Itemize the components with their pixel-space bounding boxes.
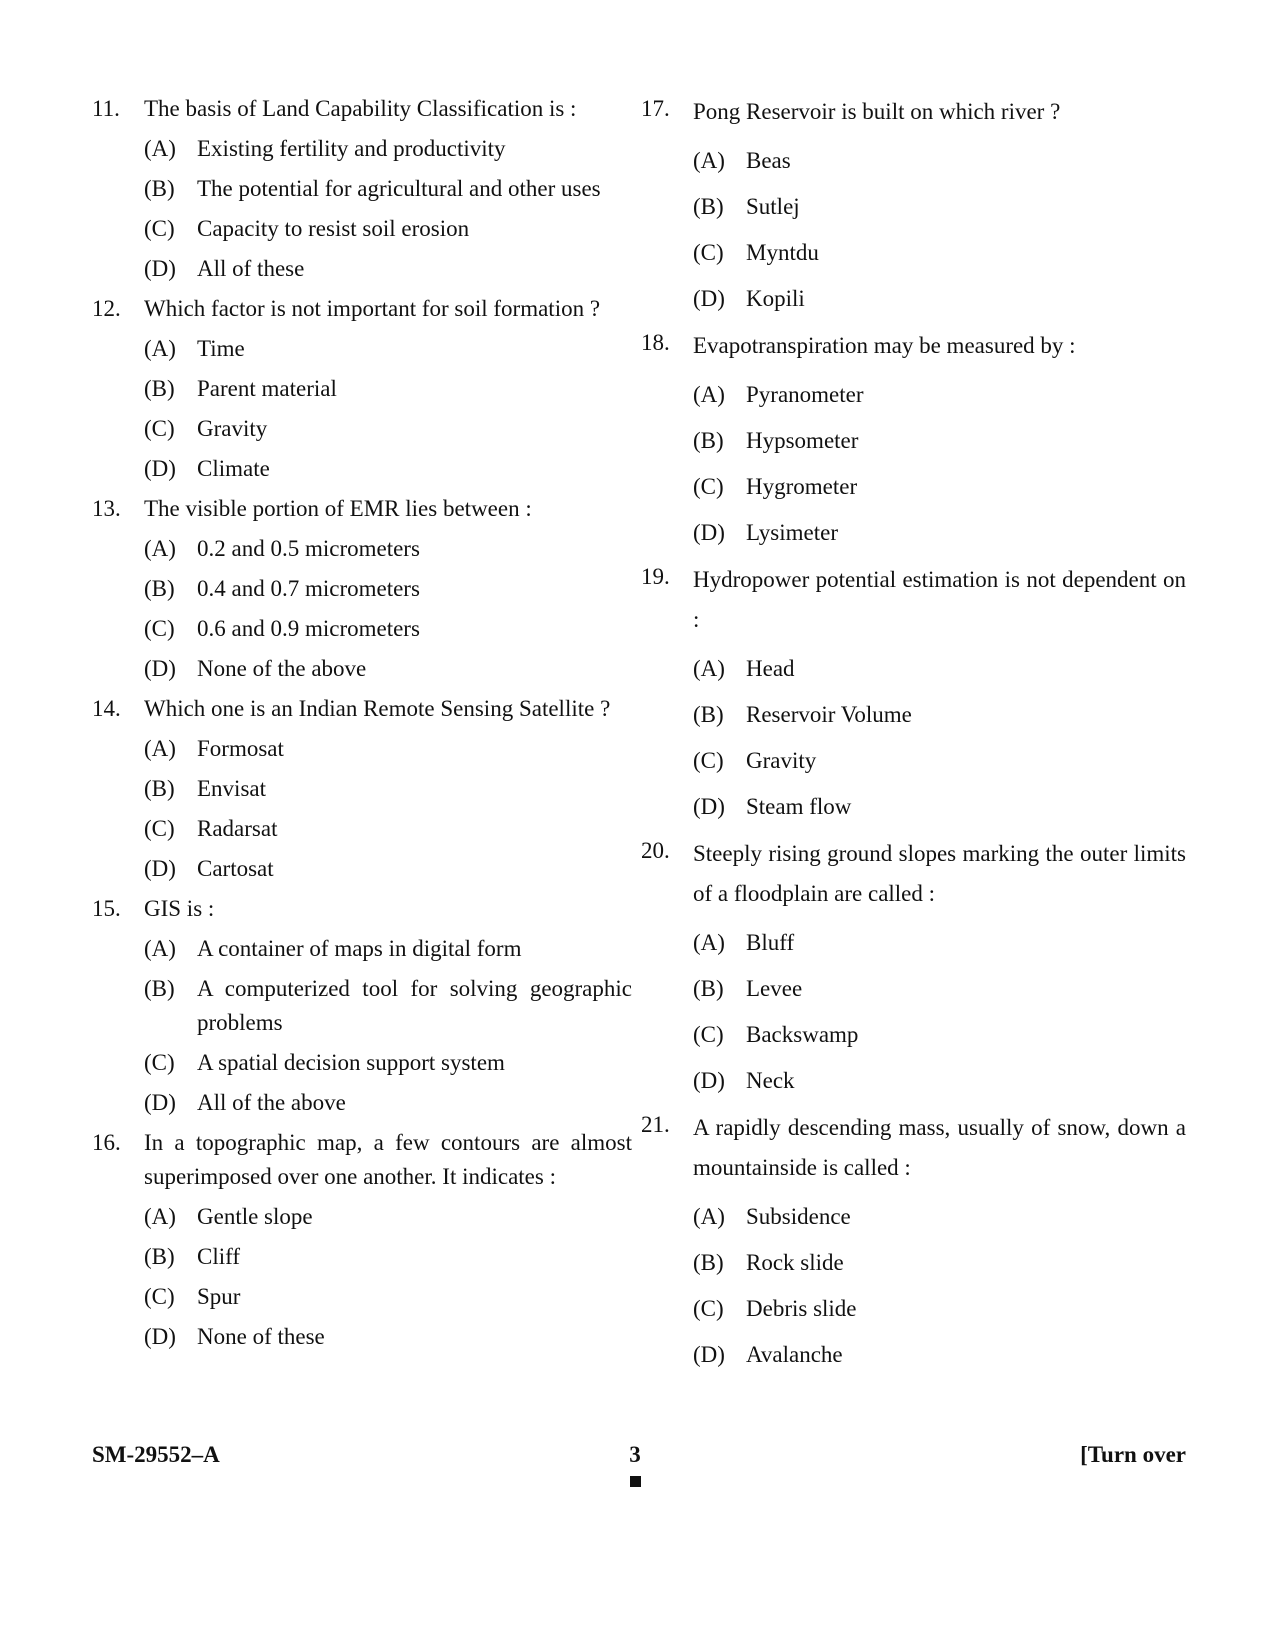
answer-option (144, 532, 632, 566)
question-text: Steeply rising ground slopes marking the outer limits of a floodplain are called : (693, 841, 1186, 906)
option-text: 0.4 and 0.7 micrometers (197, 576, 420, 601)
question-text: Which factor is not important for soil formation ? (144, 296, 601, 321)
option-text: All of the above (197, 1090, 346, 1115)
option-text: Formosat (197, 736, 284, 761)
question-number: 13. (92, 496, 121, 521)
answer-option (144, 1046, 632, 1080)
answer-option (693, 470, 1186, 504)
option-label: (B) (144, 376, 175, 401)
option-text: Existing fertility and productivity (197, 136, 506, 161)
question-number: 18. (641, 330, 670, 355)
question-stem (641, 92, 1186, 132)
answer-option (693, 1292, 1186, 1326)
answer-option (693, 516, 1186, 550)
option-label: (B) (144, 776, 175, 801)
option-label: (B) (144, 976, 175, 1001)
question-16 (92, 1126, 632, 1354)
option-label: (D) (144, 256, 176, 281)
answer-option (144, 172, 632, 206)
question-stem (92, 1126, 632, 1194)
option-text: Cartosat (197, 856, 274, 881)
answer-option (144, 932, 632, 966)
option-label: (D) (144, 1324, 176, 1349)
question-text: Evapotranspiration may be measured by : (693, 333, 1076, 358)
question-number: 15. (92, 896, 121, 921)
answer-option (144, 252, 632, 286)
option-text: The potential for agricultural and other uses (197, 176, 601, 201)
option-text: None of the above (197, 656, 367, 681)
question-21 (641, 1108, 1186, 1372)
option-text: Neck (746, 1068, 795, 1093)
option-text: Cliff (197, 1244, 241, 1269)
answer-option (693, 652, 1186, 686)
question-number: 12. (92, 296, 121, 321)
option-text: Rock slide (746, 1250, 844, 1275)
option-text: Beas (746, 148, 791, 173)
option-label: (D) (144, 856, 176, 881)
answer-option (693, 1338, 1186, 1372)
option-text: Bluff (746, 930, 795, 955)
answer-option (144, 372, 632, 406)
answer-option (144, 612, 632, 646)
option-text: Pyranometer (746, 382, 864, 407)
option-text: All of these (197, 256, 305, 281)
option-text: Gravity (746, 748, 817, 773)
option-text: Capacity to resist soil erosion (197, 216, 470, 241)
answer-option (144, 812, 632, 846)
option-label: (B) (693, 428, 724, 453)
option-label: (B) (693, 976, 724, 1001)
option-text: Radarsat (197, 816, 278, 841)
answer-option (144, 412, 632, 446)
option-text: Backswamp (746, 1022, 859, 1047)
paper-code: SM-29552–A (92, 1442, 220, 1467)
option-text: 0.2 and 0.5 micrometers (197, 536, 420, 561)
right-column (641, 92, 1186, 1372)
option-label: (B) (144, 576, 175, 601)
option-label: (D) (693, 286, 725, 311)
answer-option (144, 1280, 632, 1314)
option-text: Myntdu (746, 240, 819, 265)
option-label: (C) (144, 216, 175, 241)
option-label: (D) (693, 1342, 725, 1367)
option-label: (A) (144, 936, 176, 961)
answer-option (693, 190, 1186, 224)
option-label: (A) (693, 656, 725, 681)
answer-option (144, 972, 632, 1040)
option-text: Subsidence (746, 1204, 851, 1229)
question-text: In a topographic map, a few contours are almost superimposed over one another. It indicates : (144, 1130, 632, 1189)
question-17 (641, 92, 1186, 316)
option-text: Hygrometer (746, 474, 858, 499)
answer-option (144, 732, 632, 766)
question-number: 21. (641, 1112, 670, 1137)
question-stem (641, 1108, 1186, 1188)
option-text: Gravity (197, 416, 268, 441)
question-text: Hydropower potential estimation is not dependent on : (693, 567, 1186, 632)
option-text: Hypsometer (746, 428, 859, 453)
question-14 (92, 692, 632, 886)
turn-over-note: [Turn over (1080, 1442, 1186, 1467)
option-text: Envisat (197, 776, 266, 801)
answer-option (144, 332, 632, 366)
question-stem (641, 560, 1186, 640)
answer-option (693, 236, 1186, 270)
answer-option (693, 144, 1186, 178)
option-label: (C) (144, 1050, 175, 1075)
question-number: 17. (641, 96, 670, 121)
option-text: Sutlej (746, 194, 800, 219)
question-number: 20. (641, 838, 670, 863)
option-label: (C) (693, 474, 724, 499)
answer-option (144, 1320, 632, 1354)
question-19 (641, 560, 1186, 824)
answer-option (693, 926, 1186, 960)
option-text: Parent material (197, 376, 337, 401)
answer-option (693, 1018, 1186, 1052)
question-stem (92, 892, 632, 926)
answer-option (144, 772, 632, 806)
answer-option (693, 282, 1186, 316)
option-label: (C) (144, 816, 175, 841)
option-label: (B) (693, 194, 724, 219)
option-label: (D) (144, 456, 176, 481)
question-text: Pong Reservoir is built on which river ? (693, 99, 1061, 124)
question-text: Which one is an Indian Remote Sensing Satellite ? (144, 696, 611, 721)
option-text: A spatial decision support system (197, 1050, 505, 1075)
option-label: (C) (693, 748, 724, 773)
option-text: Head (746, 656, 795, 681)
option-text: Kopili (746, 286, 805, 311)
question-stem (641, 834, 1186, 914)
answer-option (144, 572, 632, 606)
option-label: (C) (144, 416, 175, 441)
option-label: (A) (144, 736, 176, 761)
option-label: (B) (144, 176, 175, 201)
answer-option (144, 1200, 632, 1234)
answer-option (693, 790, 1186, 824)
answer-option (144, 652, 632, 686)
option-text: Climate (197, 456, 270, 481)
answer-option (693, 378, 1186, 412)
page-number: 3 (629, 1442, 641, 1467)
question-number: 19. (641, 564, 670, 589)
option-label: (B) (693, 702, 724, 727)
question-stem (641, 326, 1186, 366)
answer-option (693, 698, 1186, 732)
question-18 (641, 326, 1186, 550)
option-label: (A) (144, 1204, 176, 1229)
answer-option (693, 972, 1186, 1006)
option-label: (A) (144, 336, 176, 361)
square-mark-icon (630, 1476, 641, 1487)
option-label: (A) (693, 382, 725, 407)
option-label: (B) (693, 1250, 724, 1275)
option-label: (D) (144, 656, 176, 681)
question-20 (641, 834, 1186, 1098)
option-text: Reservoir Volume (746, 702, 912, 727)
question-stem (92, 692, 632, 726)
option-label: (C) (693, 240, 724, 265)
option-text: None of these (197, 1324, 325, 1349)
option-label: (C) (693, 1022, 724, 1047)
question-text: GIS is : (144, 896, 215, 921)
option-label: (D) (693, 1068, 725, 1093)
question-text: A rapidly descending mass, usually of snow, down a mountainside is called : (693, 1115, 1186, 1180)
option-label: (A) (693, 148, 725, 173)
answer-option (693, 1064, 1186, 1098)
option-text: Debris slide (746, 1296, 857, 1321)
question-12 (92, 292, 632, 486)
option-text: Spur (197, 1284, 241, 1309)
answer-option (144, 212, 632, 246)
option-label: (A) (144, 136, 176, 161)
option-label: (A) (693, 930, 725, 955)
answer-option (144, 452, 632, 486)
question-13 (92, 492, 632, 686)
option-text: Avalanche (746, 1342, 843, 1367)
question-15 (92, 892, 632, 1120)
option-text: Gentle slope (197, 1204, 313, 1229)
option-text: 0.6 and 0.9 micrometers (197, 616, 420, 641)
option-text: A container of maps in digital form (197, 936, 522, 961)
option-label: (C) (693, 1296, 724, 1321)
answer-option (693, 424, 1186, 458)
question-text: The basis of Land Capability Classification is : (144, 96, 577, 121)
option-label: (B) (144, 1244, 175, 1269)
question-stem (92, 492, 632, 526)
answer-option (693, 744, 1186, 778)
option-label: (C) (144, 1284, 175, 1309)
answer-option (693, 1246, 1186, 1280)
answer-option (144, 852, 632, 886)
question-number: 16. (92, 1130, 121, 1155)
answer-option (144, 1240, 632, 1274)
option-label: (D) (693, 520, 725, 545)
option-label: (A) (693, 1204, 725, 1229)
answer-option (144, 1086, 632, 1120)
question-number: 11. (92, 96, 120, 121)
question-number: 14. (92, 696, 121, 721)
option-text: Time (197, 336, 245, 361)
question-stem (92, 92, 632, 126)
question-11 (92, 92, 632, 286)
question-stem (92, 292, 632, 326)
option-label: (A) (144, 536, 176, 561)
option-text: A computerized tool for solving geographic problems (197, 976, 632, 1035)
option-label: (D) (693, 794, 725, 819)
left-column (92, 92, 632, 1354)
answer-option (693, 1200, 1186, 1234)
option-label: (D) (144, 1090, 176, 1115)
option-label: (C) (144, 616, 175, 641)
option-text: Levee (746, 976, 803, 1001)
question-text: The visible portion of EMR lies between : (144, 496, 532, 521)
option-text: Steam flow (746, 794, 852, 819)
answer-option (144, 132, 632, 166)
option-text: Lysimeter (746, 520, 838, 545)
